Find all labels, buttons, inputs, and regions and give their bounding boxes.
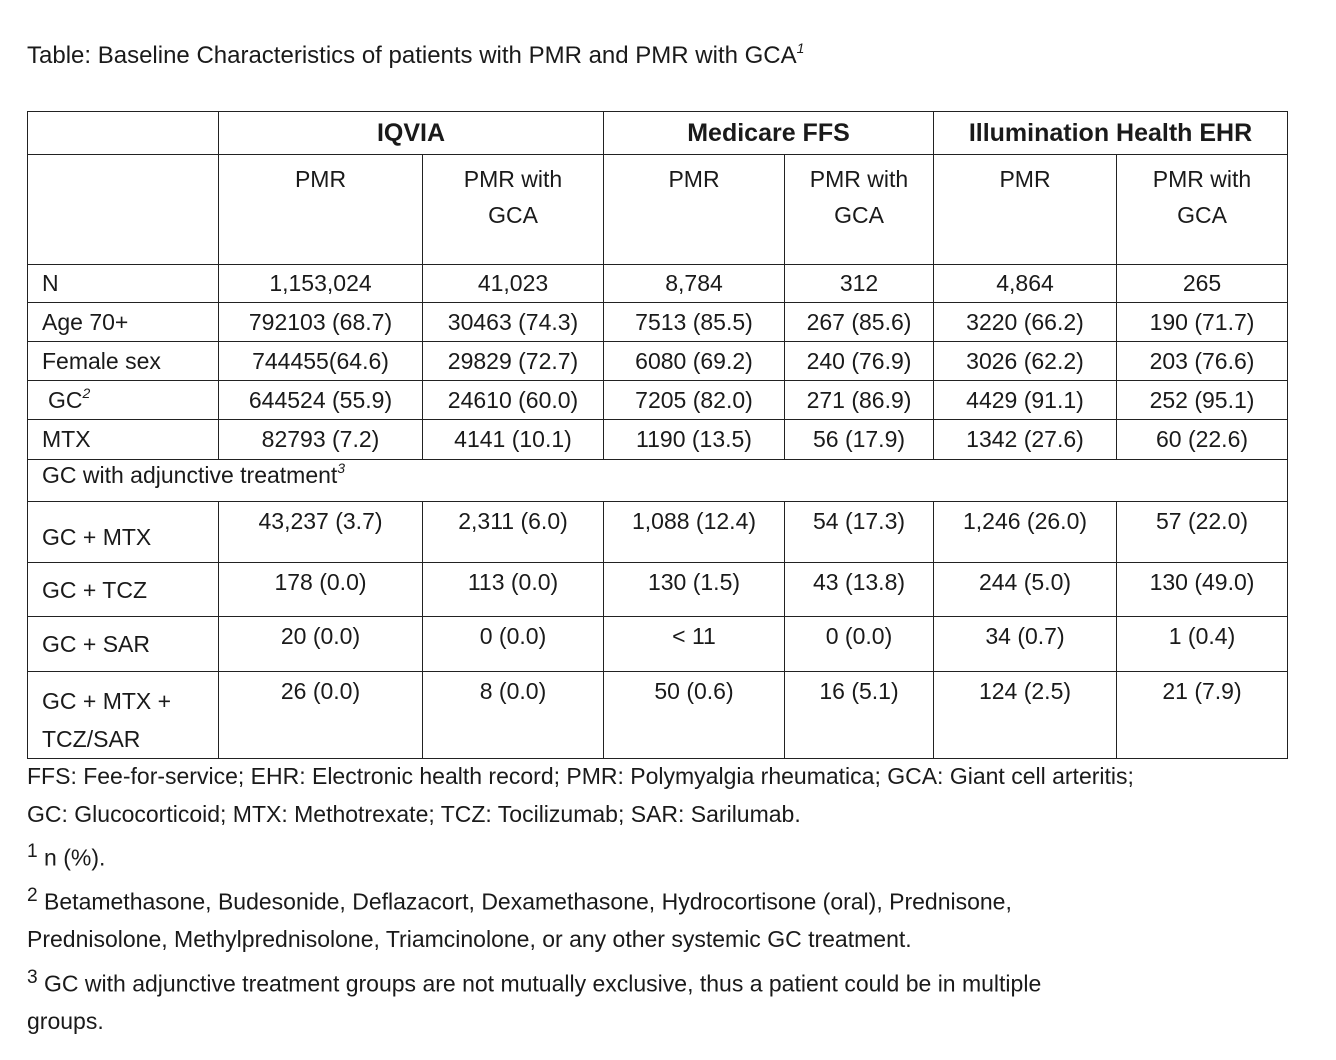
source-header-row — [28, 112, 1288, 155]
table-cell: 0 (0.0) — [423, 617, 604, 672]
table-cell: 1342 (27.6) — [934, 420, 1117, 460]
baseline-characteristics-table — [27, 111, 1288, 759]
cohort-header-line: PMR with — [1152, 166, 1252, 192]
table-cell: 1,153,024 — [219, 265, 423, 303]
abbreviations-line: GC: Glucocorticoid; MTX: Methotrexate; TCZ: Tocilizumab; SAR: Sarilumab. — [27, 800, 801, 827]
table-cell: 29829 (72.7) — [423, 342, 604, 381]
table-cell: 21 (7.9) — [1117, 672, 1288, 759]
abbreviations-line: FFS: Fee-for-service; EHR: Electronic health record; PMR: Polymyalgia rheumatica; GCA: Giant cell arteritis; — [27, 763, 1134, 789]
cohort-header-line: GCA — [834, 202, 884, 228]
table-cell: 792103 (68.7) — [219, 303, 423, 342]
table-row — [28, 303, 1288, 342]
footnote-mark: 1 — [27, 841, 38, 862]
table-cell: 1,246 (26.0) — [934, 502, 1117, 563]
footnote-2 — [27, 877, 1317, 921]
table-cell: 41,023 — [423, 265, 604, 303]
row-label-text: Female sex — [42, 347, 161, 374]
table-row — [28, 672, 1288, 759]
table-cell: 3220 (66.2) — [934, 303, 1117, 342]
cohort-header-line: PMR — [668, 166, 720, 192]
table-cell: 8 (0.0) — [423, 672, 604, 759]
footnote-text: Betamethasone, Budesonide, Deflazacort, Dexamethasone, Hydrocortisone (oral), Prednisone, — [44, 888, 1012, 915]
table-notes — [27, 758, 1317, 1040]
table-cell: 644524 (55.9) — [219, 381, 423, 420]
section-label — [28, 460, 1288, 502]
table-cell: 6080 (69.2) — [604, 342, 785, 381]
row-label-text: GC — [48, 386, 83, 413]
table-cell: 34 (0.7) — [934, 617, 1117, 672]
table-row — [28, 563, 1288, 617]
table-cell: 16 (5.1) — [785, 672, 934, 759]
row-label-text: N — [42, 270, 59, 296]
table-row — [28, 342, 1288, 381]
table-cell: 43 (13.8) — [785, 563, 934, 617]
table-cell: 4429 (91.1) — [934, 381, 1117, 420]
table-cell: 57 (22.0) — [1117, 502, 1288, 563]
cohort-header-row — [28, 155, 1288, 265]
table-cell: 267 (85.6) — [785, 303, 934, 342]
table-cell: 60 (22.6) — [1117, 420, 1288, 460]
table-cell: 26 (0.0) — [219, 672, 423, 759]
empty-label-cell — [28, 155, 219, 265]
cohort-header-line: PMR with — [463, 166, 563, 192]
table-title — [27, 40, 804, 72]
table-row — [28, 381, 1288, 420]
footnote-mark: 2 — [82, 384, 91, 401]
table-cell: 4,864 — [934, 265, 1117, 303]
cohort-header-cell — [219, 155, 423, 265]
footnote-mark: 3 — [27, 966, 38, 988]
cohort-header-line: GCA — [1177, 202, 1227, 228]
row-label: GC + SAR — [28, 617, 219, 672]
cohort-header-line: GCA — [488, 202, 538, 228]
table-cell: 113 (0.0) — [423, 563, 604, 617]
table-cell: 271 (86.9) — [785, 381, 934, 420]
footnote-3-continued: groups. — [27, 1007, 104, 1034]
table-row — [28, 617, 1288, 672]
table-cell: 20 (0.0) — [219, 617, 423, 672]
source-header-iqvia: IQVIA — [219, 112, 604, 155]
table-cell: 7205 (82.0) — [604, 381, 785, 420]
row-label: GC + TCZ — [28, 563, 219, 617]
row-label — [28, 342, 219, 381]
empty-corner-cell — [28, 112, 219, 155]
section-row — [28, 460, 1288, 502]
table-cell: 130 (49.0) — [1117, 563, 1288, 617]
footnote-1 — [27, 833, 1317, 877]
row-label — [28, 381, 219, 420]
table-cell: 252 (95.1) — [1117, 381, 1288, 420]
table-cell: 124 (2.5) — [934, 672, 1117, 759]
cohort-header-cell — [934, 155, 1117, 265]
table-cell: 130 (1.5) — [604, 563, 785, 617]
footnote-text: n (%). — [44, 844, 106, 871]
table-cell: 0 (0.0) — [785, 617, 934, 672]
table-cell: 7513 (85.5) — [604, 303, 785, 342]
table-cell: 1,088 (12.4) — [604, 502, 785, 563]
cohort-header-line: PMR — [294, 166, 347, 192]
cohort-header-cell — [1117, 155, 1288, 265]
footnote-3 — [27, 959, 1317, 1003]
title-text: Table: Baseline Characteristics of patients with PMR and PMR with GCA — [27, 42, 797, 69]
row-label: GC + MTX + TCZ/SAR — [28, 672, 219, 759]
table-cell: 50 (0.6) — [604, 672, 785, 759]
cohort-header-line: PMR — [999, 166, 1051, 192]
source-header-illumination: Illumination Health EHR — [934, 112, 1288, 155]
footnote-mark: 3 — [337, 460, 346, 476]
title-footnote-mark: 1 — [796, 40, 805, 56]
table-cell: < 11 — [604, 617, 785, 672]
table-cell: 1 (0.4) — [1117, 617, 1288, 672]
cohort-header-cell — [785, 155, 934, 265]
table-cell: 30463 (74.3) — [423, 303, 604, 342]
table-cell: 240 (76.9) — [785, 342, 934, 381]
table-cell: 2,311 (6.0) — [423, 502, 604, 563]
table-row — [28, 265, 1288, 303]
table-cell: 190 (71.7) — [1117, 303, 1288, 342]
source-header-medicare: Medicare FFS — [604, 112, 934, 155]
footnote-text: GC with adjunctive treatment groups are not mutually exclusive, thus a patient could be in multiple — [44, 970, 1042, 997]
table-cell: 43,237 (3.7) — [219, 502, 423, 563]
cohort-header-cell — [604, 155, 785, 265]
row-label — [28, 303, 219, 342]
table-row — [28, 420, 1288, 460]
row-label: GC + MTX — [28, 502, 219, 563]
table-cell: 312 — [785, 265, 934, 303]
table-cell: 54 (17.3) — [785, 502, 934, 563]
table-cell: 744455(64.6) — [219, 342, 423, 381]
table-cell: 82793 (7.2) — [219, 420, 423, 460]
row-label — [28, 265, 219, 303]
table-cell: 3026 (62.2) — [934, 342, 1117, 381]
table-cell: 56 (17.9) — [785, 420, 934, 460]
cohort-header-cell — [423, 155, 604, 265]
table-cell: 4141 (10.1) — [423, 420, 604, 460]
footnote-2-continued: Prednisolone, Methylprednisolone, Triamcinolone, or any other systemic GC treatment. — [27, 926, 912, 953]
table-cell: 1190 (13.5) — [604, 420, 785, 460]
table-cell: 24610 (60.0) — [423, 381, 604, 420]
table-cell: 178 (0.0) — [219, 563, 423, 617]
table-cell: 244 (5.0) — [934, 563, 1117, 617]
row-label — [28, 420, 219, 460]
table-row — [28, 502, 1288, 563]
row-label-text: MTX — [42, 426, 91, 452]
footnote-mark: 2 — [27, 885, 38, 907]
table-cell: 8,784 — [604, 265, 785, 303]
cohort-header-line: PMR with — [809, 166, 909, 192]
section-label-text: GC with adjunctive treatment — [42, 462, 338, 488]
table-cell: 203 (76.6) — [1117, 342, 1288, 381]
table-cell: 265 — [1117, 265, 1288, 303]
row-label-text: Age 70+ — [42, 308, 129, 335]
